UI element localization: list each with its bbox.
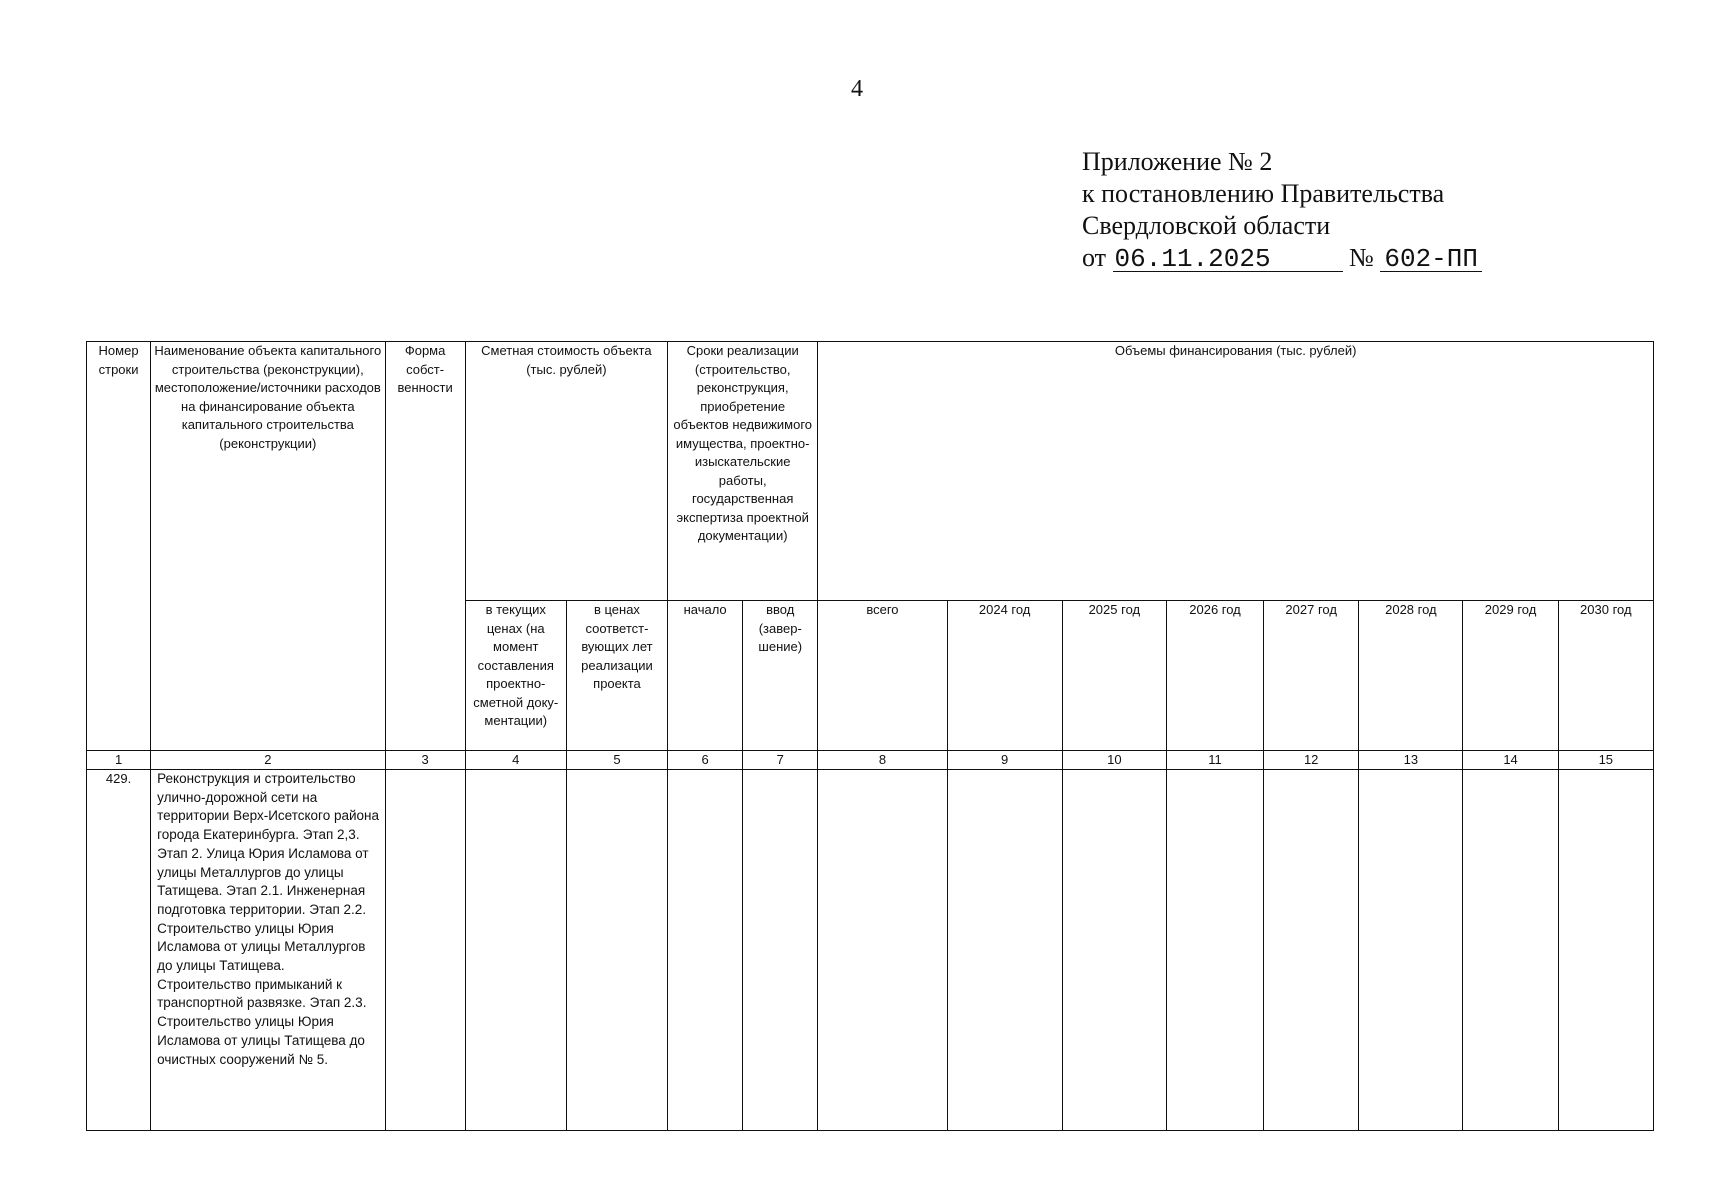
column-number: 12 (1264, 751, 1359, 770)
appendix-region: Свердловской области (1082, 211, 1331, 240)
header-year-2025: 2025 год (1062, 601, 1166, 751)
column-number: 9 (947, 751, 1062, 770)
column-number: 5 (566, 751, 667, 770)
decree-number: 602-ПП (1380, 247, 1482, 272)
header-year-2029: 2029 год (1463, 601, 1558, 751)
header-year-2026: 2026 год (1166, 601, 1263, 751)
column-number: 14 (1463, 751, 1558, 770)
cost-current-cell (465, 770, 566, 1131)
header-cost-current: в текущих ценах (на момент составления проектно-сметной доку-ментации) (465, 601, 566, 751)
ownership-cell (385, 770, 465, 1131)
year-2027-cell (1264, 770, 1359, 1131)
header-completion: ввод (завер-шение) (743, 601, 818, 751)
year-2029-cell (1463, 770, 1558, 1131)
header-object-name: Наименование объекта капитального строительства (реконструкции), местоположение/источники расходов на финансирование объекта капитального строительства (реконструкции) (151, 342, 385, 751)
header-ownership: Форма собст-венности (385, 342, 465, 751)
row-number-cell: 429. (87, 770, 151, 1131)
header-row-top (87, 342, 1654, 601)
header-row-number: Номер строки (87, 342, 151, 751)
column-number: 4 (465, 751, 566, 770)
number-prefix: № (1349, 243, 1374, 272)
year-2025-cell (1062, 770, 1166, 1131)
table-row (87, 770, 1654, 1131)
column-number-row (87, 751, 1654, 770)
page-number: 4 (851, 76, 863, 102)
column-number: 15 (1558, 751, 1653, 770)
date-prefix: от (1082, 243, 1107, 272)
column-number: 2 (151, 751, 385, 770)
year-2024-cell (947, 770, 1062, 1131)
header-year-2028: 2028 год (1359, 601, 1463, 751)
decree-date: 06.11.2025 (1113, 247, 1343, 272)
header-timeline: Сроки реализации (строительство, реконструкция, приобретение объектов недвижимого имущества, проектно-изыскательские работы, государственная экспертиза проектной документации) (668, 342, 818, 601)
header-estimated-cost: Сметная стоимость объекта (тыс. рублей) (465, 342, 667, 601)
appendix-block (1082, 146, 1582, 274)
column-number: 8 (818, 751, 947, 770)
column-number: 7 (743, 751, 818, 770)
total-cell (818, 770, 947, 1131)
appendix-title: Приложение № 2 (1082, 147, 1273, 176)
header-cost-years: в ценах соответст-вующих лет реализации проекта (566, 601, 667, 751)
year-2026-cell (1166, 770, 1263, 1131)
start-cell (668, 770, 743, 1131)
column-number: 11 (1166, 751, 1263, 770)
year-2030-cell (1558, 770, 1653, 1131)
column-number: 6 (668, 751, 743, 770)
appendix-decree: к постановлению Правительства (1082, 179, 1445, 208)
cost-years-cell (566, 770, 667, 1131)
header-year-2027: 2027 год (1264, 601, 1359, 751)
header-year-2030: 2030 год (1558, 601, 1653, 751)
appendix-date-line (1082, 242, 1582, 274)
header-year-2024: 2024 год (947, 601, 1062, 751)
financing-table (86, 341, 1654, 1131)
column-number: 10 (1062, 751, 1166, 770)
year-2028-cell (1359, 770, 1463, 1131)
header-start: начало (668, 601, 743, 751)
header-total: всего (818, 601, 947, 751)
completion-cell (743, 770, 818, 1131)
column-number: 3 (385, 751, 465, 770)
object-name-cell: Реконструкция и строительство улично-дорожной сети на территории Верх-Исетского района города Екатеринбурга. Этап 2,3. Этап 2. Улица Юрия Исламова от улицы Металлургов до улицы Татищева. Этап 2.1. Инженерная подготовка территории. Этап 2.2. Строительство улицы Юрия Исламова от улицы Металлургов до улицы Татищева. Строительство примыканий к транспортной развязке. Этап 2.3. Строительство улицы Юрия Исламова от улицы Татищева до очистных сооружений № 5. (151, 770, 385, 1131)
column-number: 1 (87, 751, 151, 770)
header-funding: Объемы финансирования (тыс. рублей) (818, 342, 1654, 601)
column-number: 13 (1359, 751, 1463, 770)
